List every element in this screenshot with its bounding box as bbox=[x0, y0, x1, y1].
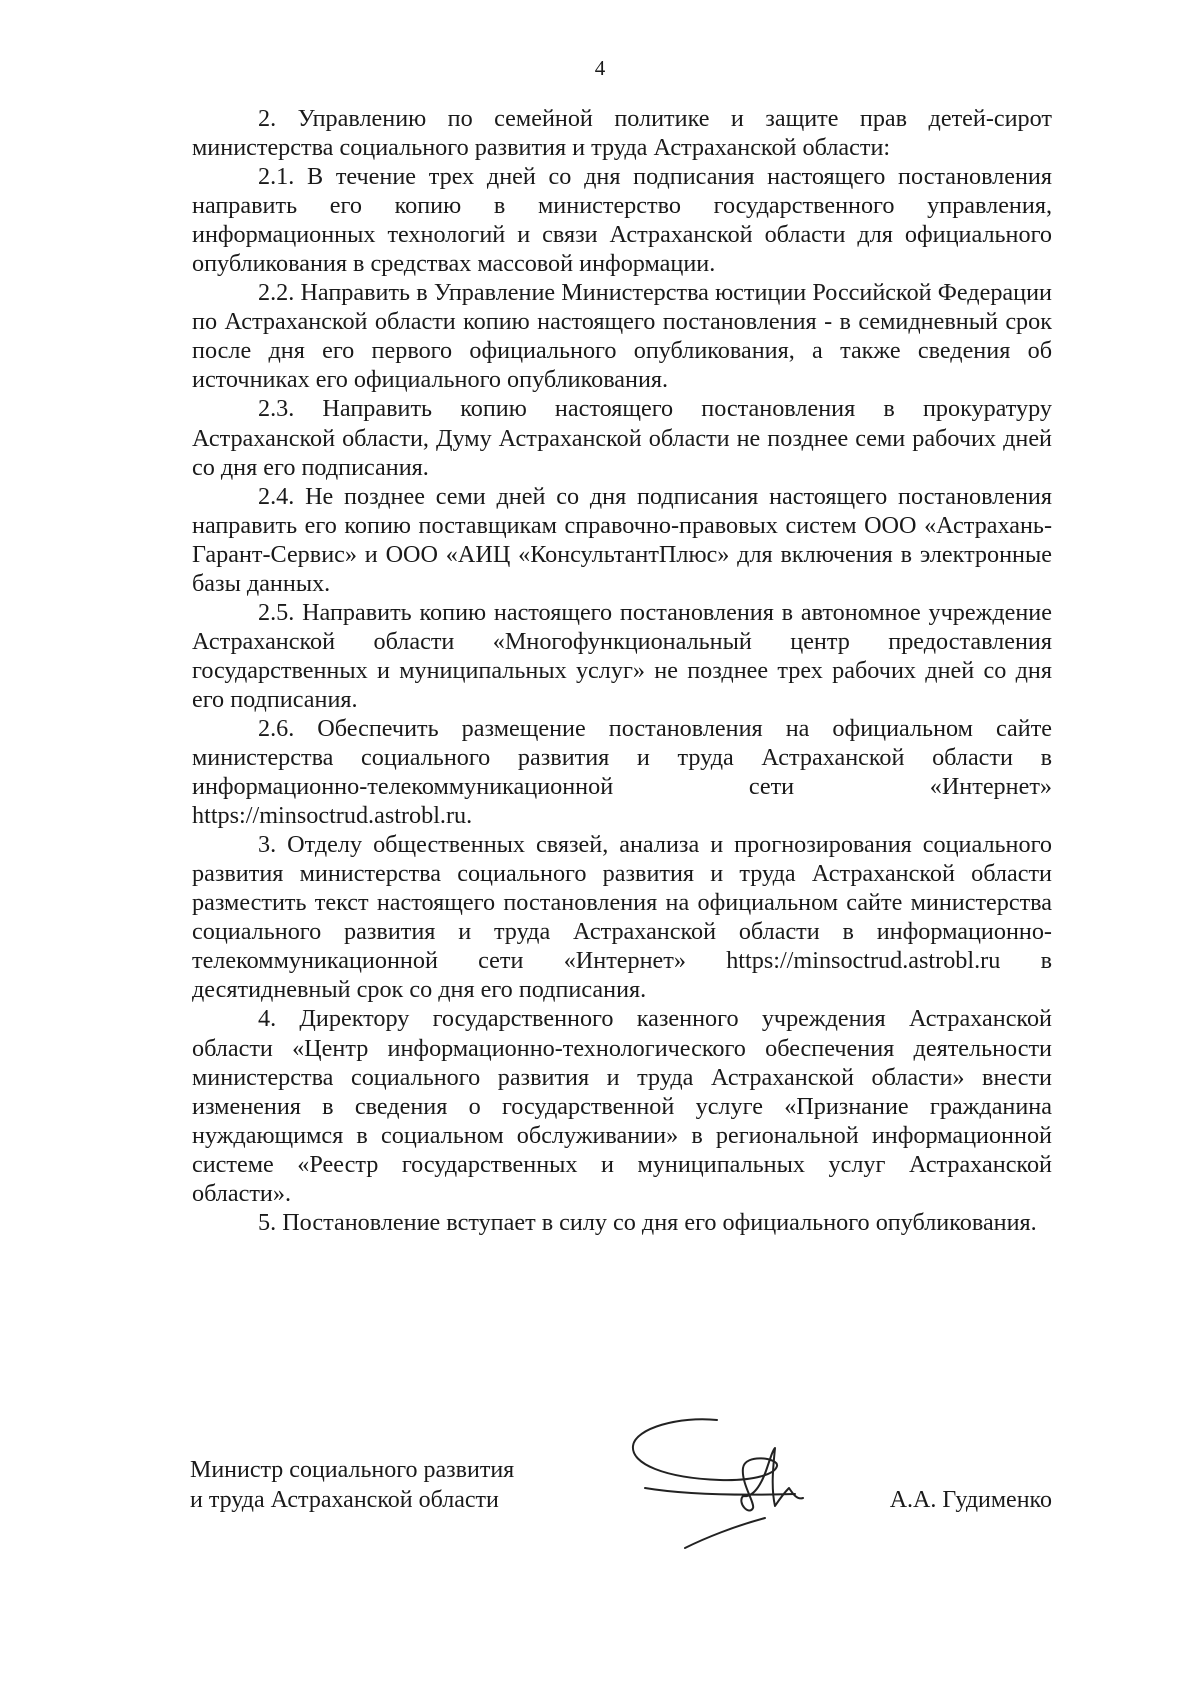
document-body bbox=[192, 104, 1052, 1237]
handwritten-signature bbox=[625, 1408, 885, 1558]
page-number: 4 bbox=[594, 56, 606, 80]
paragraph-3: 3. Отделу общественных связей, анализа и прогнозирования социального развития министерства социального развития и труда Астраханской области разместить текст настоящего постановления на официальном сайте министерства социального развития и труда Астраханской области в информационно-телекоммуникационной сети «Интернет» https://minsoctrud.astrobl.ru в десятидневный срок со дня его подписания. bbox=[192, 831, 1052, 1004]
paragraph-2-3: 2.3. Направить копию настоящего постановления в прокуратуру Астраханской области, Думу Астраханской области не позднее семи рабочих дней со дня его подписания. bbox=[192, 395, 1052, 481]
paragraph-2: 2. Управлению по семейной политике и защите прав детей-сирот министерства социального развития и труда Астраханской области: bbox=[192, 105, 1052, 162]
signatory-position-line-2: и труда Астраханской области bbox=[190, 1487, 499, 1513]
paragraph-2-5: 2.5. Направить копию настоящего постановления в автономное учреждение Астраханской области «Многофункциональный центр предоставления государственных и муниципальных услуг» не позднее трех рабочих дней со дня его подписания. bbox=[192, 598, 1052, 713]
paragraph-4: 4. Директору государственного казенного учреждения Астраханской области «Центр информационно-технологического обеспечения деятельности министерства социального развития и труда Астраханской области» внести изменения в сведения о государственной услуге «Признание гражданина нуждающимся в социальном обслуживании» в региональной информационной системе «Реестр государственных и муниципальных услуг Астраханской области». bbox=[192, 1005, 1052, 1207]
paragraph-2-4: 2.4. Не позднее семи дней со дня подписания настоящего постановления направить его копию поставщикам справочно-правовых систем ООО «Астрахань-Гарант-Сервис» и ООО «АИЦ «КонсультантПлюс» для включения в электронные базы данных. bbox=[192, 482, 1052, 597]
signatory-name: А.А. Гудименко bbox=[889, 1487, 1052, 1513]
paragraph-2-2: 2.2. Направить в Управление Министерства юстиции Российской Федерации по Астраханской области копию настоящего постановления - в семидневный срок после дня его первого официального опубликования, а также сведения об источниках его официального опубликования. bbox=[192, 279, 1052, 394]
paragraph-2-1: 2.1. В течение трех дней со дня подписания настоящего постановления направить его копию в министерство государственного управления, информационных технологий и связи Астраханской области для официального опубликования в средствах массовой информации. bbox=[192, 163, 1052, 278]
paragraph-5: 5. Постановление вступает в силу со дня его официального опубликования. bbox=[258, 1208, 1037, 1236]
signatory-position bbox=[190, 1455, 514, 1515]
signatory-position-line-1: Министр социального развития bbox=[190, 1457, 515, 1483]
paragraph-2-6: 2.6. Обеспечить размещение постановления на официальном сайте министерства социального развития и труда Астраханской области в информационно-телекоммуникационной сети «Интернет» https://minsoctrud.astrobl.ru. bbox=[192, 714, 1052, 830]
